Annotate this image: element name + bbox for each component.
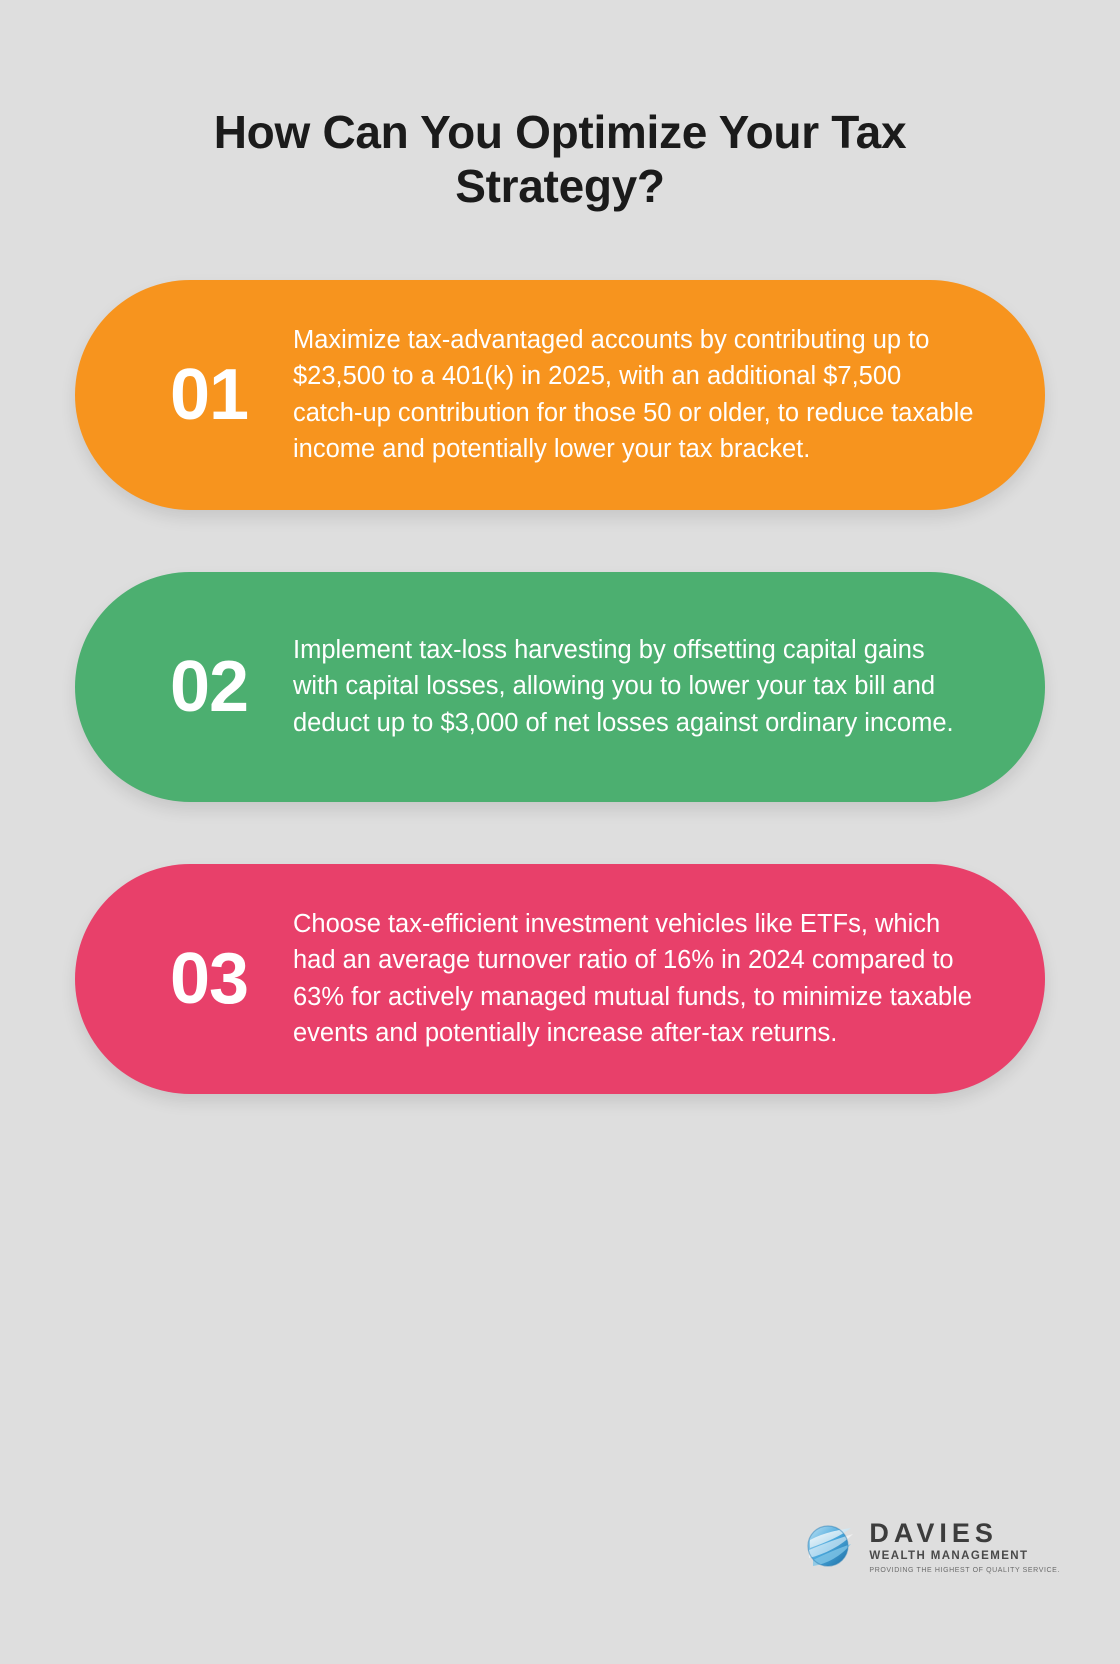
step-number: 02 bbox=[169, 646, 249, 727]
brand-subtitle: WEALTH MANAGEMENT bbox=[869, 1550, 1029, 1563]
list-item bbox=[75, 572, 1045, 802]
brand-text bbox=[869, 1520, 1060, 1574]
list-item bbox=[75, 864, 1045, 1094]
step-text: Choose tax-efficient investment vehicles like ETFs, which had an average turnover ratio of 16% in 2024 compared to 63% for actively managed mutual funds, to minimize taxable events and potentially increase after-tax returns. bbox=[293, 910, 972, 1047]
step-number: 03 bbox=[169, 938, 249, 1019]
step-text: Implement tax-loss harvesting by offsetting capital gains with capital losses, allowing you to lower your tax bill and deduct up to $3,000 of net losses against ordinary income. bbox=[293, 636, 954, 737]
brand-name: DAVIES bbox=[869, 1518, 998, 1549]
step-text: Maximize tax-advantaged accounts by contributing up to $23,500 to a 401(k) in 2025, with an additional $7,500 catch-up contribution for those 50 or older, to reduce taxable income and potentially lower your tax bracket. bbox=[293, 326, 974, 463]
list-item bbox=[75, 280, 1045, 510]
page-title: How Can You Optimize Your Tax Strategy? bbox=[213, 106, 907, 213]
globe-icon bbox=[801, 1518, 859, 1576]
steps-list bbox=[0, 280, 1120, 1094]
step-number: 01 bbox=[169, 354, 249, 435]
brand-tagline: PROVIDING THE HIGHEST OF QUALITY SERVICE. bbox=[869, 1566, 1060, 1574]
brand-logo bbox=[801, 1518, 1060, 1576]
